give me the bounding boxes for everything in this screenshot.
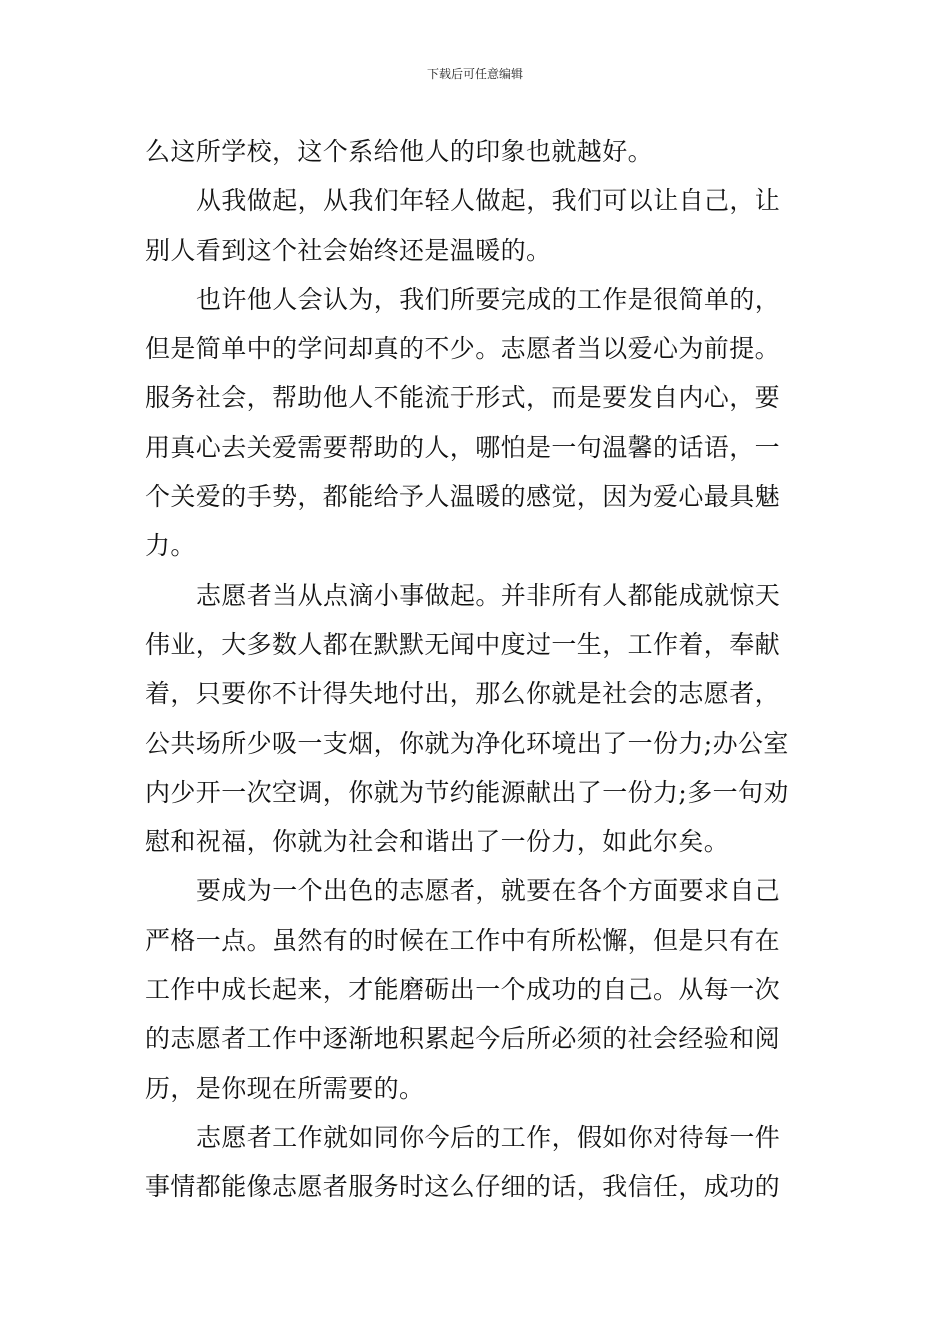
text-line: 志愿者当从点滴小事做起。并非所有人都能成就惊天 — [196, 580, 781, 610]
text-line: 慰和祝福，你就为社会和谐出了一份力，如此尔矣。 — [145, 827, 730, 857]
text-line: 公共场所少吸一支烟，你就为净化环境出了一份力;办公室 — [145, 728, 789, 758]
text-line: 要成为一个出色的志愿者，就要在各个方面要求自己 — [196, 876, 781, 906]
text-line: 着，只要你不计得失地付出，那么你就是社会的志愿者， — [145, 679, 781, 709]
text-line: 志愿者工作就如同你今后的工作，假如你对待每一件 — [196, 1122, 781, 1152]
text-line: 但是简单中的学问却真的不少。志愿者当以爱心为前提。 — [145, 334, 781, 364]
text-line: 工作中成长起来，才能磨砺出一个成功的自己。从每一次 — [145, 975, 781, 1005]
text-line: 么这所学校，这个系给他人的印象也就越好。 — [145, 137, 654, 166]
text-line: 的志愿者工作中逐渐地积累起今后所必须的社会经验和阅 — [145, 1024, 781, 1054]
text-line: 用真心去关爱需要帮助的人，哪怕是一句温馨的话语，一 — [145, 432, 781, 462]
text-line: 个关爱的手势，都能给予人温暖的感觉，因为爱心最具魅 — [145, 482, 781, 512]
text-line: 从我做起，从我们年轻人做起，我们可以让自己，让 — [196, 186, 781, 216]
text-line: 力。 — [145, 531, 196, 561]
document-body — [145, 127, 807, 1212]
text-line: 服务社会，帮助他人不能流于形式，而是要发自内心，要 — [145, 383, 781, 413]
text-line: 事情都能像志愿者服务时这么仔细的话，我信任，成功的 — [145, 1172, 781, 1202]
text-line: 也许他人会认为，我们所要完成的工作是很简单的， — [196, 284, 781, 314]
text-line: 历，是你现在所需要的。 — [145, 1073, 425, 1103]
text-line: 内少开一次空调，你就为节约能源献出了一份力;多一句劝 — [145, 777, 789, 807]
page-header: 下载后可任意编辑 — [426, 67, 523, 81]
text-line: 严格一点。虽然有的时候在工作中有所松懈，但是只有在 — [145, 925, 781, 955]
text-line: 伟业，大多数人都在默默无闻中度过一生，工作着，奉献 — [145, 629, 781, 659]
text-line: 别人看到这个社会始终还是温暖的。 — [145, 235, 552, 265]
